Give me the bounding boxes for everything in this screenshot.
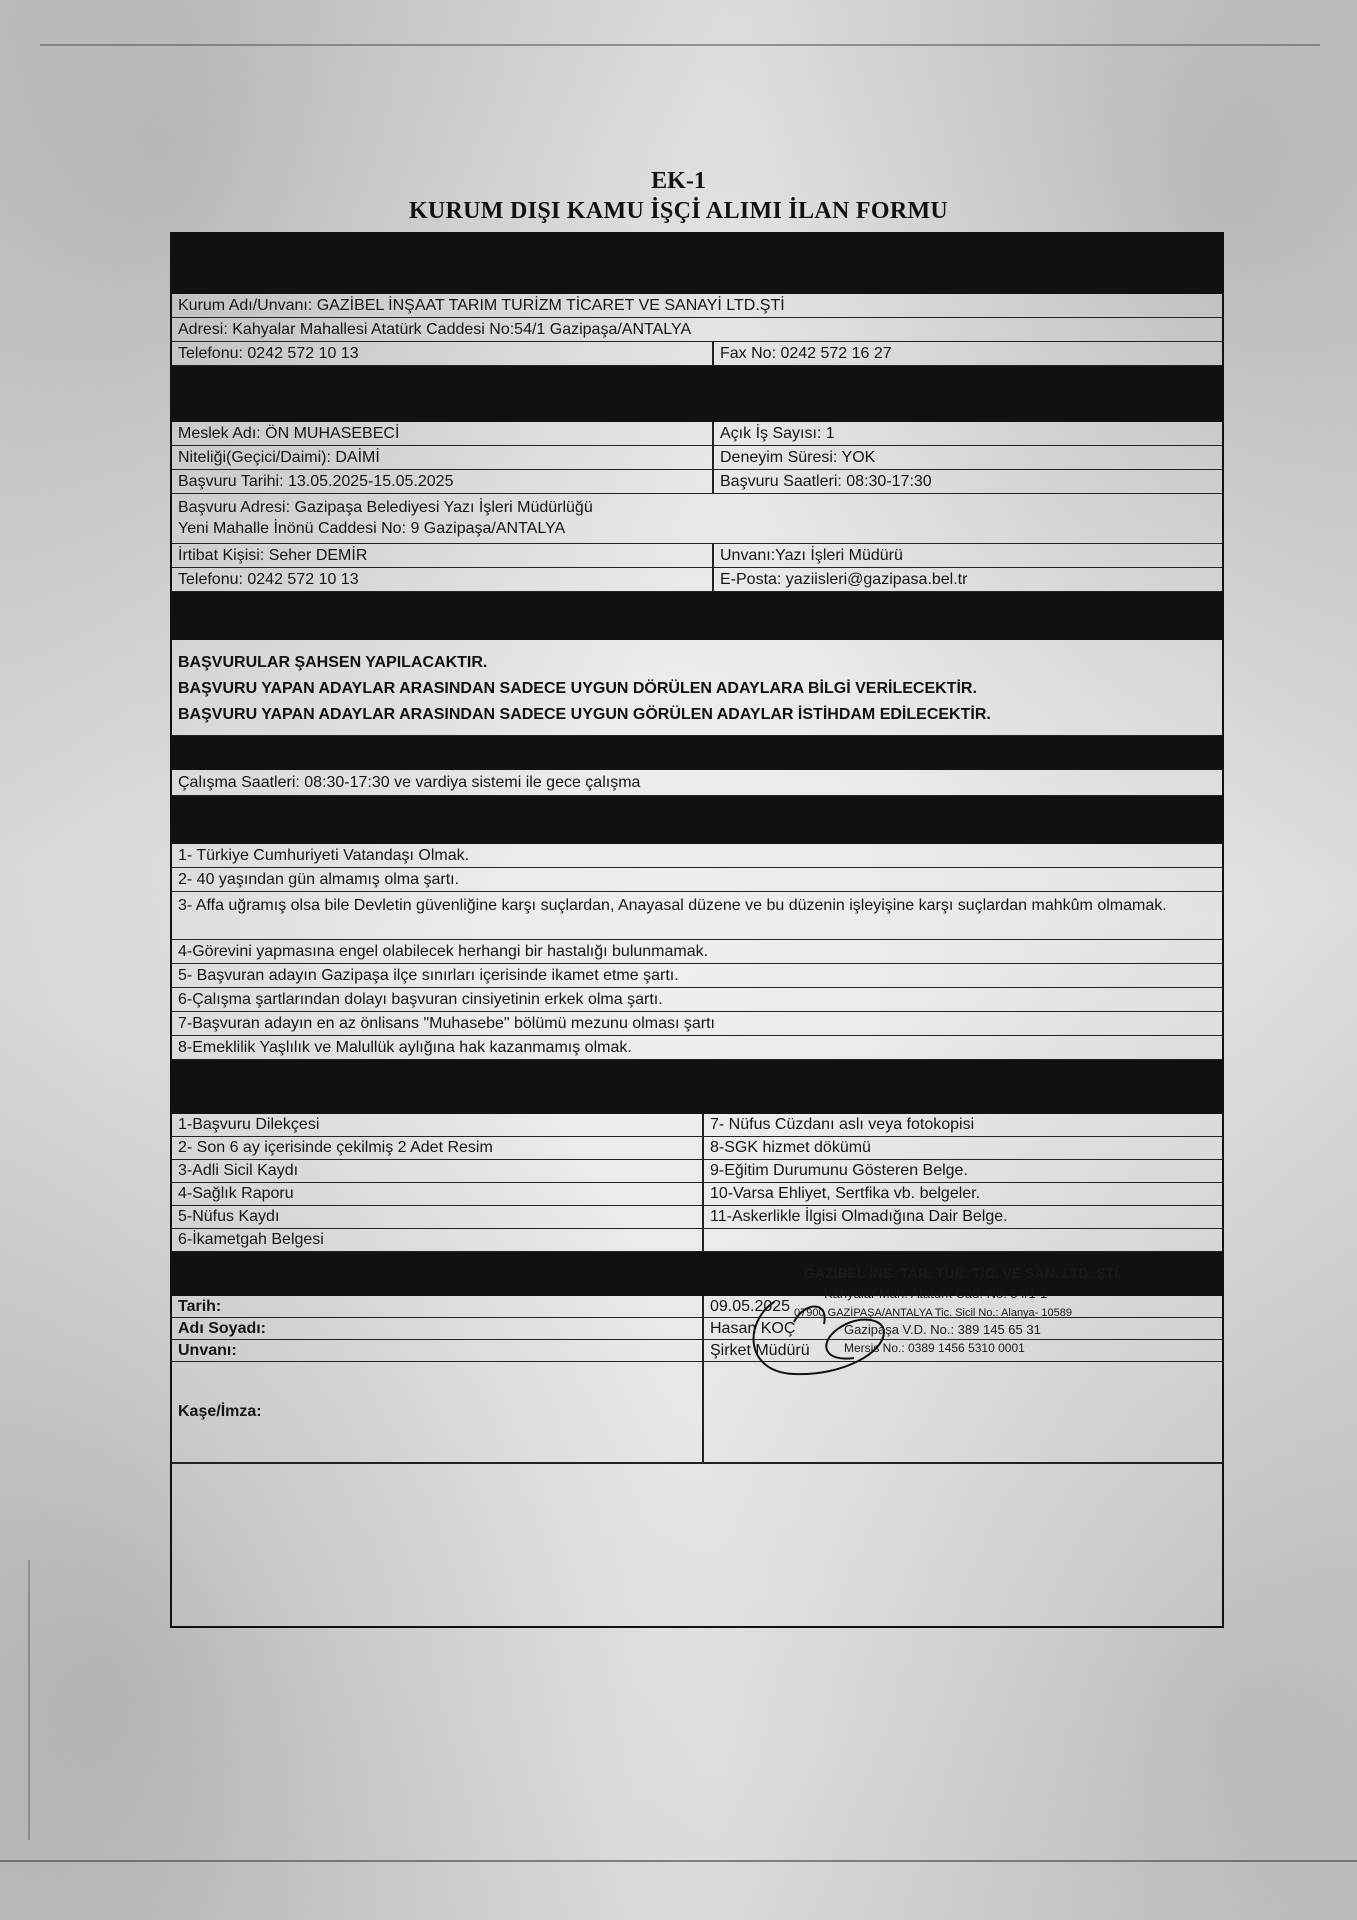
- job-row-2: [172, 446, 1222, 470]
- application-address-row: [172, 494, 1222, 544]
- requirement-2: 2- 40 yaşından gün almamış olma şartı.: [178, 870, 460, 888]
- document-1: 1-Başvuru Dilekçesi: [178, 1116, 320, 1133]
- requirement-row: [172, 892, 1222, 940]
- requirement-1: 1- Türkiye Cumhuriyeti Vatandaşı Olmak.: [178, 846, 470, 864]
- document-row: [172, 1229, 1222, 1252]
- open-positions: Açık İş Sayısı: 1: [720, 424, 835, 442]
- document-2: 2- Son 6 ay içerisinde çekilmiş 2 Adet Resim: [178, 1139, 493, 1156]
- requirement-5: 5- Başvuran adayın Gazipaşa ilçe sınırları içerisinde ikamet etme şartı.: [178, 966, 679, 984]
- section-band-documents: [172, 1060, 1222, 1114]
- stamp-line-1: GAZİBEL İNŞ. TAR. TUR. TİC. VE SAN. LTD. ŞTİ.: [804, 1265, 1123, 1281]
- form-bottom-rule: [172, 1462, 1222, 1464]
- scan-edge-bottom: [0, 1860, 1357, 1862]
- name-label: Adı Soyadı:: [178, 1319, 267, 1337]
- contact-row-1: [172, 544, 1222, 568]
- stamp-line-4: Gazipaşa V.D. No.: 389 145 65 31: [844, 1322, 1041, 1337]
- institution-address: Adresi: Kahyalar Mahallesi Atatürk Caddesi No:54/1 Gazipaşa/ANTALYA: [178, 320, 692, 338]
- document-row: [172, 1137, 1222, 1160]
- document-7: 7- Nüfus Cüzdanı aslı veya fotokopisi: [710, 1116, 975, 1133]
- contact-person: İrtibat Kişisi: Seher DEMİR: [178, 546, 368, 564]
- document-8: 8-SGK hizmet dökümü: [710, 1139, 871, 1156]
- document-10: 10-Varsa Ehliyet, Sertfika vb. belgeler.: [710, 1185, 981, 1202]
- announcement-form: [170, 232, 1224, 1628]
- requirement-row: [172, 1012, 1222, 1036]
- working-hours-row: [172, 770, 1222, 796]
- stamp-line-5: Mersis No.: 0389 1456 5310 0001: [844, 1341, 1025, 1355]
- requirement-row: [172, 868, 1222, 892]
- document-row: [172, 1114, 1222, 1137]
- document-row: [172, 1206, 1222, 1229]
- institution-name-row: [172, 294, 1222, 318]
- document-11: 11-Askerlikle İlgisi Olmadığına Dair Belge.: [710, 1208, 1008, 1225]
- requirement-8: 8-Emeklilik Yaşlılık ve Malullük aylığına hak kazanmamış olmak.: [178, 1038, 632, 1056]
- working-hours: Çalışma Saatleri: 08:30-17:30 ve vardiya sistemi ile gece çalışma: [178, 773, 641, 791]
- application-address: [172, 494, 1222, 543]
- signature-seal-row: [172, 1362, 1222, 1626]
- date-value: 09.05.2025: [710, 1297, 791, 1315]
- form-title: KURUM DIŞI KAMU İŞÇİ ALIMI İLAN FORMU: [408, 198, 949, 224]
- institution-name: Kurum Adı/Unvanı: GAZİBEL İNŞAAT TARIM TURİZM TİCARET VE SANAYİ LTD.ŞTİ: [178, 296, 785, 314]
- requirement-4: 4-Görevini yapmasına engel olabilecek herhangi bir hastalığı bulunmamak.: [178, 942, 709, 960]
- requirement-row: [172, 964, 1222, 988]
- title-value: Şirket Müdürü: [710, 1341, 810, 1359]
- contact-row-2: [172, 568, 1222, 592]
- note-3: BAŞVURU YAPAN ADAYLAR ARASINDAN SADECE UYGUN GÖRÜLEN ADAYLAR İSTİHDAM EDİLECEKTİR.: [178, 706, 991, 723]
- requirement-row: [172, 844, 1222, 868]
- annex-code: EK-1: [651, 168, 706, 194]
- stamp-line-3: 07900 GAZİPAŞA/ANTALYA Tic. Sicil No.: Alanya- 10589: [794, 1307, 1072, 1319]
- notes-block: [172, 640, 1222, 736]
- document-row: [172, 1160, 1222, 1183]
- job-row-1: [172, 422, 1222, 446]
- document-4: 4-Sağlık Raporu: [178, 1185, 294, 1202]
- title-label: Unvanı:: [178, 1341, 237, 1359]
- experience: Deneyim Süresi: YOK: [720, 448, 876, 466]
- application-dates: Başvuru Tarihi: 13.05.2025-15.05.2025: [178, 472, 454, 490]
- requirement-row: [172, 988, 1222, 1012]
- institution-fax: Fax No: 0242 572 16 27: [720, 344, 892, 362]
- application-address-line1: Başvuru Adresi: Gazipaşa Belediyesi Yazı İşleri Müdürlüğü: [178, 499, 593, 516]
- requirement-3: 3- Affa uğramış olsa bile Devletin güvenliğine karşı suçlardan, Anayasal düzene ve bu düzenin işleyişine karşı suçlardan mahkûm olmamak.: [178, 897, 1167, 914]
- contact-email: E-Posta: yaziisleri@gazipasa.bel.tr: [720, 570, 968, 588]
- contact-phone: Telefonu: 0242 572 10 13: [178, 570, 359, 588]
- document-row: [172, 1183, 1222, 1206]
- job-nature: Niteliği(Geçici/Daimi): DAİMİ: [178, 448, 380, 466]
- section-band-requirements: [172, 796, 1222, 844]
- seal-label: Kaşe/İmza:: [178, 1403, 262, 1420]
- name-value: Hasan KOÇ: [710, 1319, 796, 1337]
- company-stamp: [734, 1262, 1134, 1388]
- requirement-row: [172, 940, 1222, 964]
- institution-phone: Telefonu: 0242 572 10 13: [178, 344, 359, 362]
- document-3: 3-Adli Sicil Kaydı: [178, 1162, 299, 1179]
- document-empty: [704, 1229, 1222, 1251]
- section-band-notes: [172, 592, 1222, 640]
- requirement-7: 7-Başvuran adayın en az önlisans "Muhasebe" bölümü mezunu olması şartı: [178, 1014, 715, 1032]
- job-row-3: [172, 470, 1222, 494]
- document-6: 6-İkametgah Belgesi: [178, 1231, 324, 1248]
- date-label: Tarih:: [178, 1297, 222, 1315]
- note-1: BAŞVURULAR ŞAHSEN YAPILACAKTIR.: [178, 654, 488, 671]
- scan-edge-left: [28, 1560, 30, 1840]
- section-band-job: [172, 366, 1222, 422]
- requirement-row: [172, 1036, 1222, 1060]
- contact-title: Unvanı:Yazı İşleri Müdürü: [720, 546, 903, 564]
- institution-phone-row: [172, 342, 1222, 366]
- profession: Meslek Adı: ÖN MUHASEBECİ: [178, 424, 400, 442]
- note-2: BAŞVURU YAPAN ADAYLAR ARASINDAN SADECE UYGUN DÖRÜLEN ADAYLARA BİLGİ VERİLECEKTİR.: [178, 680, 977, 697]
- application-hours: Başvuru Saatleri: 08:30-17:30: [720, 472, 932, 490]
- institution-address-row: [172, 318, 1222, 342]
- document-9: 9-Eğitim Durumunu Gösteren Belge.: [710, 1162, 968, 1179]
- section-band-institution: [172, 234, 1222, 294]
- scan-edge-top: [40, 44, 1320, 46]
- stamp-line-2: Kahyalar Mah. Atatürk Cad. No. 54/1-1: [824, 1286, 1048, 1301]
- section-band-hours: [172, 736, 1222, 770]
- requirement-6: 6-Çalışma şartlarından dolayı başvuran cinsiyetinin erkek olma şartı.: [178, 990, 663, 1008]
- document-5: 5-Nüfus Kaydı: [178, 1208, 280, 1225]
- application-address-line2: Yeni Mahalle İnönü Caddesi No: 9 Gazipaşa/ANTALYA: [178, 520, 566, 537]
